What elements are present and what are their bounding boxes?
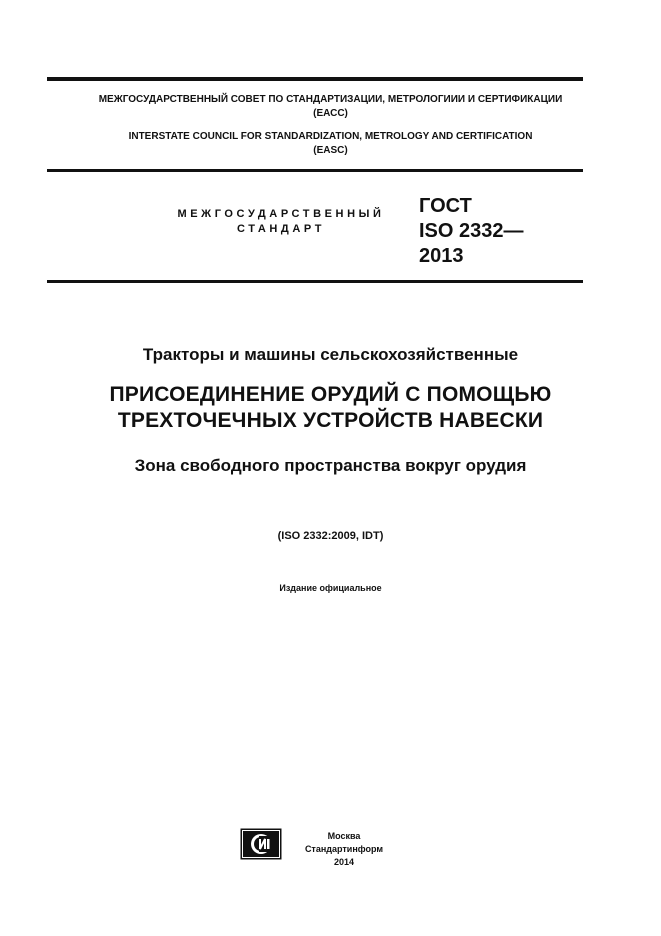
gost-designation-line2: ISO 2332— xyxy=(419,220,524,242)
publication-year: 2014 xyxy=(333,857,355,867)
gost-designation-line1: ГОСТ xyxy=(419,195,472,217)
council-name-en: INTERSTATE COUNCIL FOR STANDARDIZATION, METROLOGY AND CERTIFICATION xyxy=(128,131,533,142)
council-abbr-en: (EASC) xyxy=(313,145,348,156)
edition-note: Издание официальное xyxy=(279,583,382,593)
top-rule xyxy=(47,77,583,81)
main-title-line2: ТРЕХТОЧЕЧНЫХ УСТРОЙСТВ НАВЕСКИ xyxy=(117,409,544,432)
publisher-name: Стандартинформ xyxy=(304,844,384,854)
standard-label-line2: СТАНДАРТ xyxy=(236,223,326,235)
iso-reference: (ISO 2332:2009, IDT) xyxy=(277,530,384,542)
designation-rule xyxy=(47,280,583,283)
part-title: Зона свободного пространства вокруг орудия xyxy=(134,456,527,475)
council-abbr-ru: (ЕАСС) xyxy=(313,108,348,119)
document-subtitle: Тракторы и машины сельскохозяйственные xyxy=(142,345,519,364)
main-title-line1: ПРИСОЕДИНЕНИЕ ОРУДИЙ С ПОМОЩЬЮ xyxy=(109,383,552,406)
standartinform-logo-icon xyxy=(240,828,282,860)
council-name-ru: МЕЖГОСУДАРСТВЕННЫЙ СОВЕТ ПО СТАНДАРТИЗАЦИИ, МЕТРОЛОГИИИ И СЕРТИФИКАЦИИ xyxy=(98,94,563,105)
gost-designation-line3: 2013 xyxy=(419,245,464,267)
header-rule xyxy=(47,169,583,172)
publisher-city: Москва xyxy=(327,831,361,841)
standard-label-line1: МЕЖГОСУДАРСТВЕННЫЙ xyxy=(177,208,385,220)
